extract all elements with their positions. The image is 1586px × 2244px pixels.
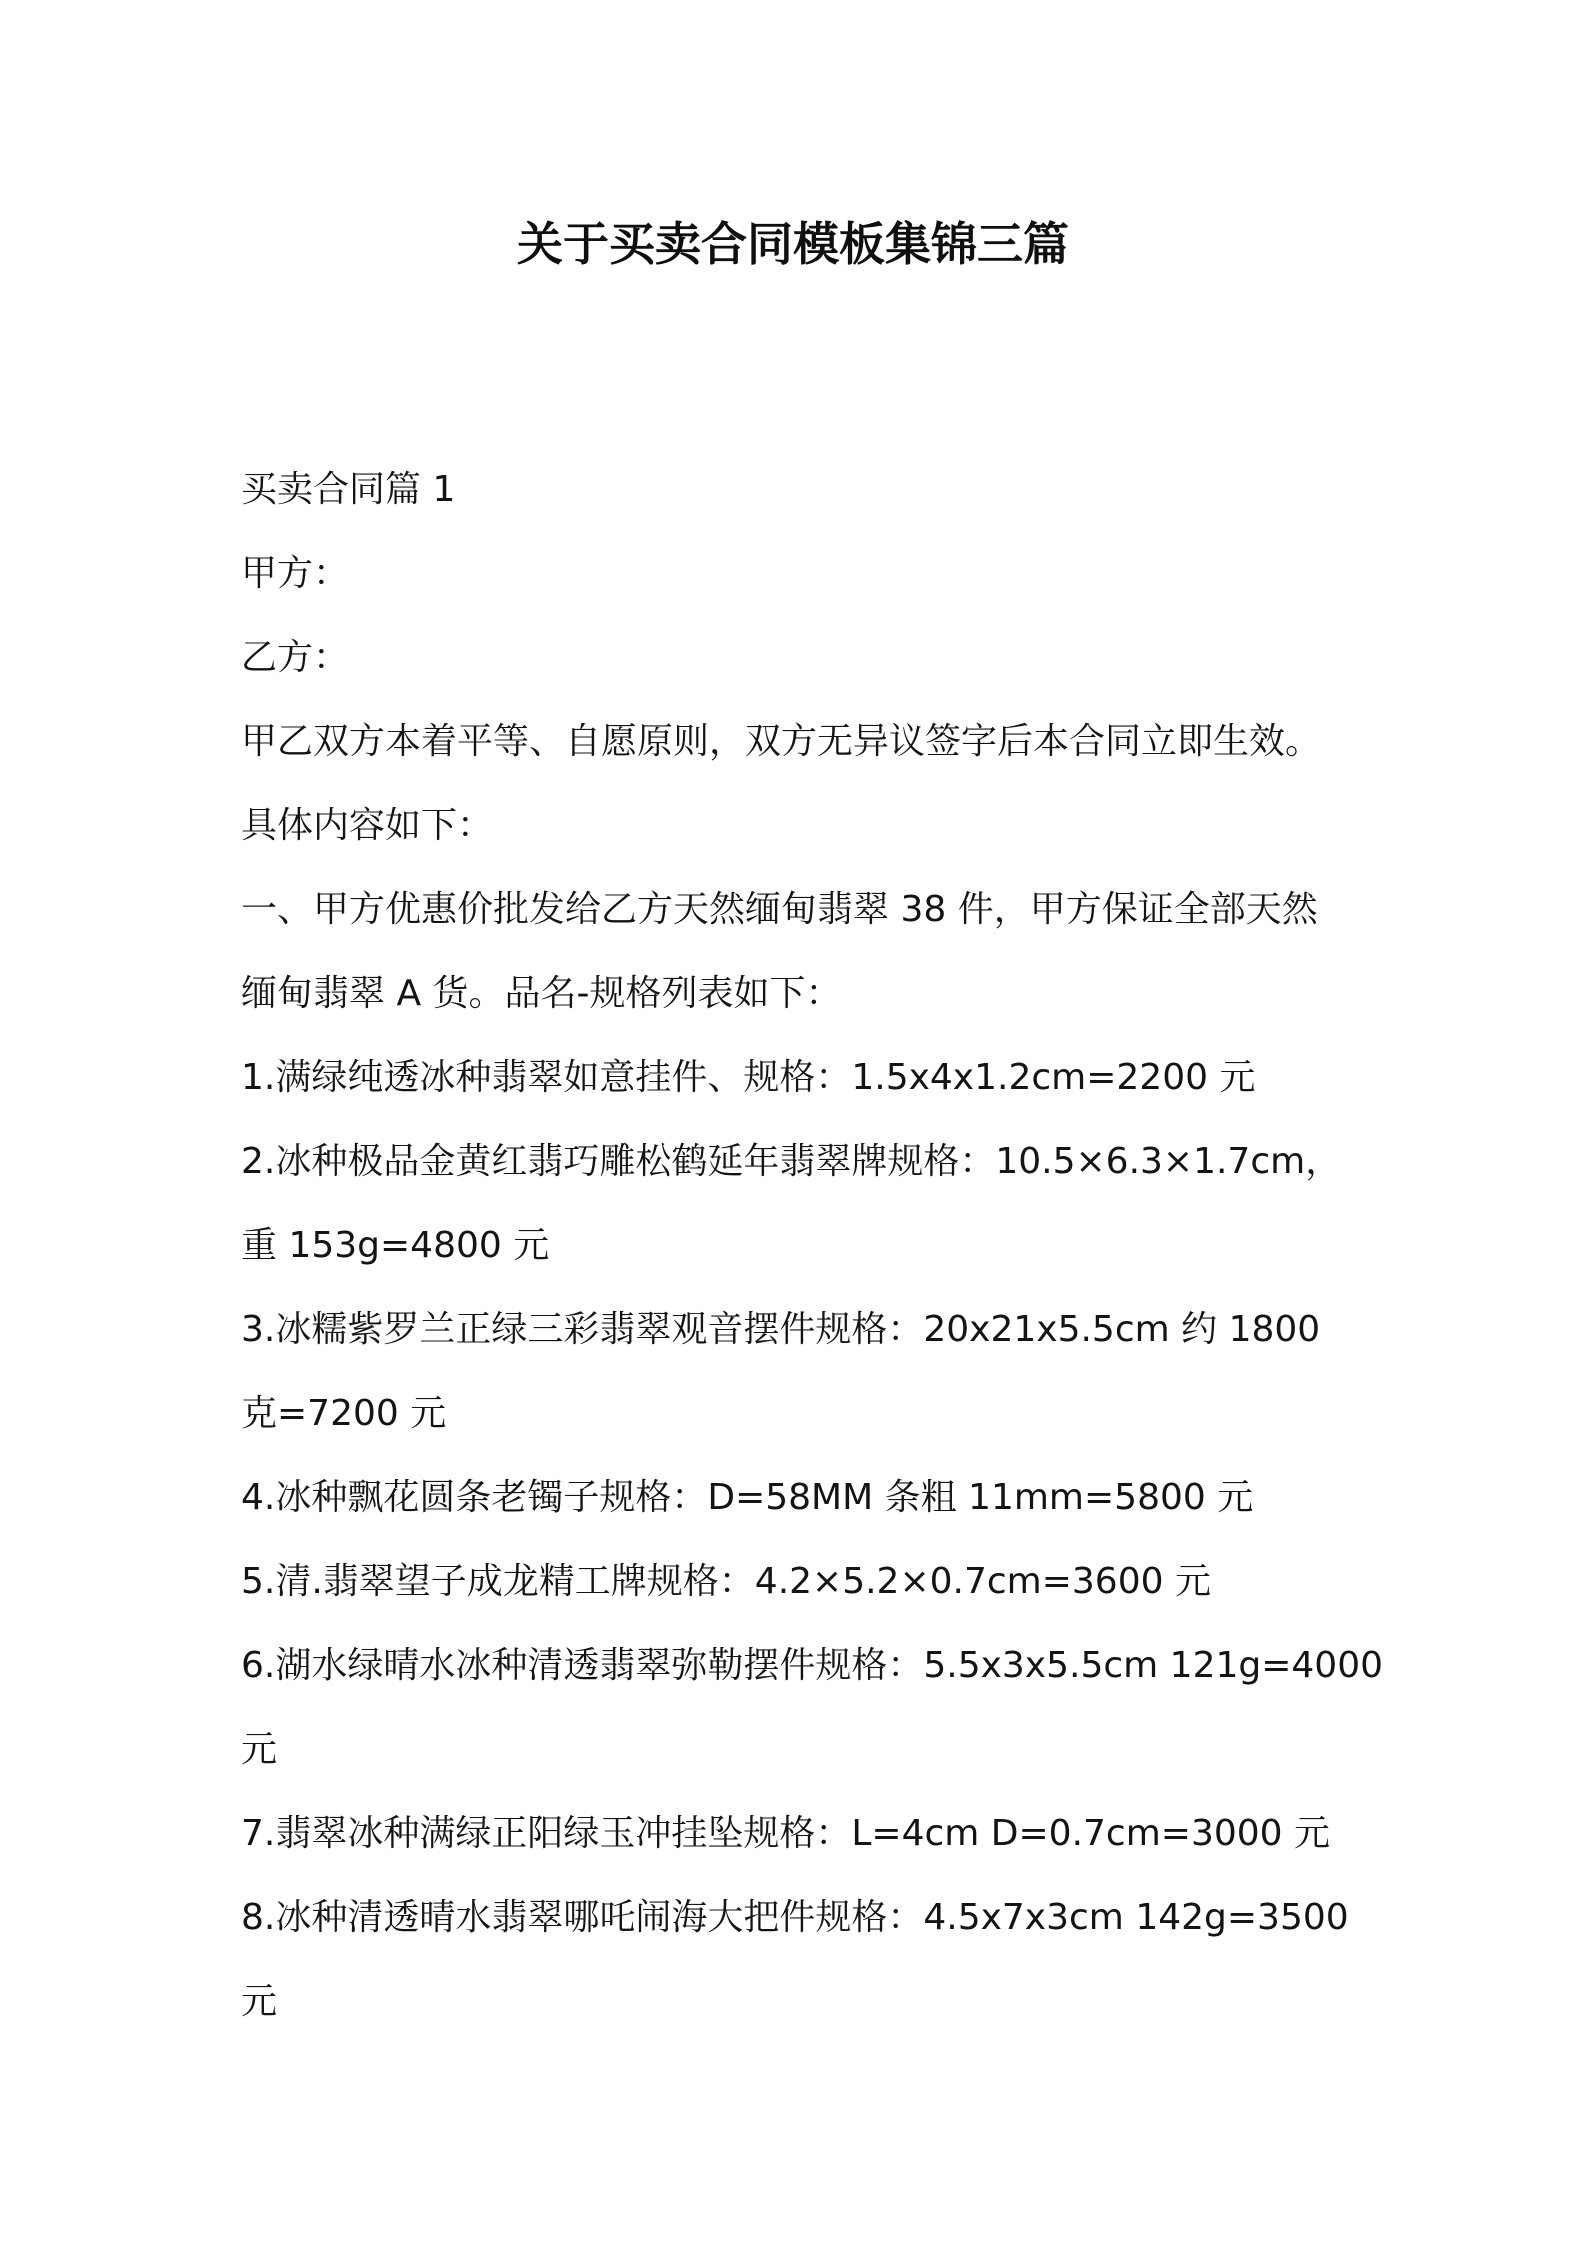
text-line: 元	[241, 1729, 278, 1770]
text-line: 买卖合同篇 1	[241, 469, 456, 510]
text-line: 1.满绿纯透冰种翡翠如意挂件、规格：1.5x4x1.2cm=2200 元	[241, 1057, 1256, 1098]
text-line: 具体内容如下：	[241, 805, 494, 846]
text-line: 8.冰种清透晴水翡翠哪吒闹海大把件规格：4.5x7x3cm 142g=3500	[241, 1897, 1349, 1938]
text-line: 元	[241, 1981, 278, 2022]
text-line: 3.冰糯紫罗兰正绿三彩翡翠观音摆件规格：20x21x5.5cm 约 1800	[241, 1309, 1321, 1350]
text-line: 克=7200 元	[241, 1393, 447, 1434]
text-line: 缅甸翡翠 A 货。品名-规格列表如下：	[241, 973, 842, 1014]
text-line: 重 153g=4800 元	[241, 1225, 550, 1266]
document-title: 关于买卖合同模板集锦三篇	[517, 217, 1069, 271]
text-line: 5.清.翡翠望子成龙精工牌规格：4.2×5.2×0.7cm=3600 元	[241, 1561, 1211, 1602]
text-line: 甲方：	[241, 553, 350, 594]
text-line: 乙方：	[241, 637, 350, 678]
document-body	[241, 448, 1384, 2044]
text-line: 2.冰种极品金黄红翡巧雕松鹤延年翡翠牌规格：10.5×6.3×1.7cm，	[241, 1141, 1342, 1182]
text-line: 7.翡翠冰种满绿正阳绿玉冲挂坠规格：L=4cm D=0.7cm=3000 元	[241, 1813, 1331, 1854]
text-line: 甲乙双方本着平等、自愿原则，双方无异议签字后本合同立即生效。	[241, 721, 1322, 762]
text-line: 6.湖水绿晴水冰种清透翡翠弥勒摆件规格：5.5x3x5.5cm 121g=4000	[241, 1645, 1384, 1686]
text-line: 一、甲方优惠价批发给乙方天然缅甸翡翠 38 件，甲方保证全部天然	[241, 889, 1318, 930]
text-line: 4.冰种飘花圆条老镯子规格：D=58MM 条粗 11mm=5800 元	[241, 1477, 1254, 1518]
